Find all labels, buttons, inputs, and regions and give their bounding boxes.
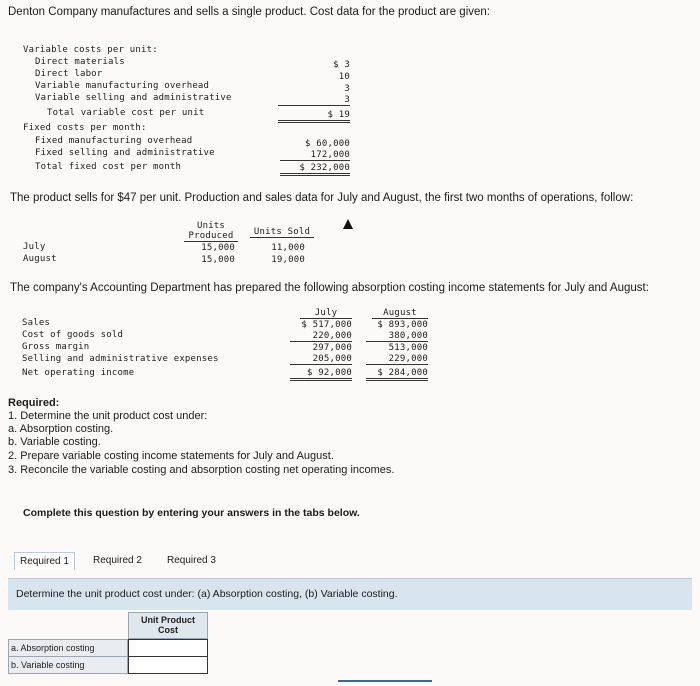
units-sold-header: Units Sold [250,227,314,238]
fixed-cost-value: 172,000 [280,150,350,161]
total-fixed-label: Total fixed cost per month [35,162,182,172]
income-row-label: Net operating income [22,368,135,378]
header-line: Unit Product [141,615,195,625]
required-line: 2. Prepare variable costing income statements for July and August. [8,450,334,462]
variable-costing-label: b. Variable costing [8,656,128,674]
required-line: 1. Determine the unit product cost under: [8,410,208,422]
instruction-text: Determine the unit product cost under: (a) Absorption costing, (b) Variable costing. [16,588,398,600]
cost-label: Variable selling and administrative [35,93,232,103]
absorption-costing-input[interactable] [128,639,208,657]
july-value: $ 92,000 [290,368,352,381]
total-fixed-value: $ 232,000 [280,163,350,176]
accounting-sentence: The company's Accounting Department has prepared the following absorption costing income statements for July and August: [10,282,649,294]
july-value: 297,000 [312,343,352,353]
variable-costing-input[interactable] [128,656,208,674]
answer-panel [8,539,692,686]
units-produced-value: 15,000 [201,255,235,265]
august-value: $ 893,000 [377,320,428,330]
variable-costs-header: Variable costs per unit: [23,45,158,55]
intro-text: Denton Company manufactures and sells a single product. Cost data for the product are given: [8,6,490,18]
fixed-cost-value: $ 60,000 [305,139,350,149]
header-line: Cost [158,625,178,635]
july-value: $ 517,000 [301,320,352,330]
units-produced-header: Produced [184,231,238,242]
sales-sentence: The product sells for $47 per unit. Production and sales data for July and August, the first two months of operations, follow: [10,192,634,204]
income-row-label: Gross margin [22,342,90,352]
cost-label: Direct labor [35,69,103,79]
fixed-cost-label: Fixed selling and administrative [35,148,215,158]
fixed-cost-label: Fixed manufacturing overhead [35,136,193,146]
total-variable-label: Total variable cost per unit [47,108,205,118]
complete-banner: Complete this question by entering your answers in the tabs below. [23,507,360,519]
august-value: $ 284,000 [366,368,428,381]
bottom-accent-bar [338,680,432,682]
units-sold-value: 11,000 [271,243,305,253]
absorption-costing-label: a. Absorption costing [8,639,128,657]
units-produced-header: Units [196,221,226,231]
income-row-label: Sales [22,318,51,328]
required-line: b. Variable costing. [8,436,101,448]
cost-value: $ 3 [333,60,350,70]
tab-required-2[interactable]: Required 2 [93,555,142,566]
august-header: August [372,308,428,319]
mouse-cursor-icon [343,219,353,229]
august-value: 229,000 [366,354,428,365]
july-value: 205,000 [290,354,352,365]
cost-value: 10 [338,72,350,82]
instruction-bar [8,578,692,610]
cost-value: 3 [344,84,350,94]
required-line: 3. Reconcile the variable costing and absorption costing net operating incomes. [8,464,395,476]
units-produced-value: 15,000 [201,243,235,253]
units-sold-value: 19,000 [271,255,305,265]
total-variable-value: $ 19 [278,110,350,123]
variable-costing-field[interactable] [129,660,207,676]
month-label: August [23,254,57,264]
income-row-label: Selling and administrative expenses [22,354,219,364]
july-header: July [300,308,352,319]
cost-value: 3 [278,95,350,106]
cost-label: Variable manufacturing overhead [35,81,210,91]
tab-required-3[interactable]: Required 3 [167,555,216,566]
month-label: July [23,242,46,252]
august-value: 513,000 [388,343,428,353]
fixed-costs-header: Fixed costs per month: [23,123,147,133]
july-value: 220,000 [290,331,352,342]
required-line: a. Absorption costing. [8,423,114,435]
income-row-label: Cost of goods sold [22,330,124,340]
cost-label: Direct materials [35,57,125,67]
august-value: 380,000 [366,331,428,342]
unit-product-cost-header [128,612,208,639]
required-heading: Required: [8,397,60,409]
tab-required-1[interactable]: Required 1 [14,552,75,570]
